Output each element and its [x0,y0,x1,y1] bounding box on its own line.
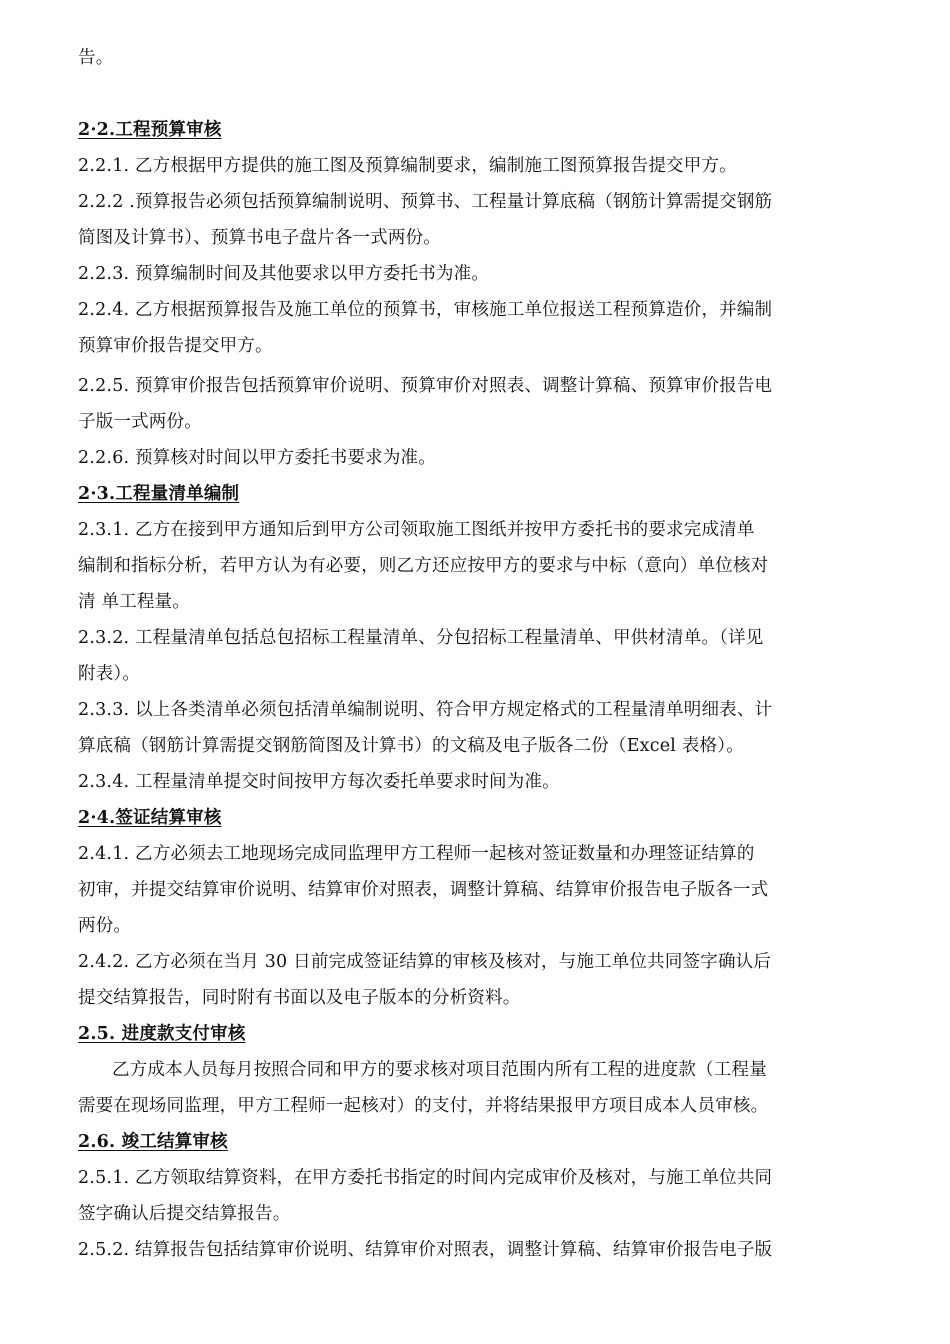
text-line: 算底稿（钢筋计算需提交钢筋简图及计算书）的文稿及电子版各二份（Excel 表格）。 [78,736,744,756]
section-heading: 2·3.工程量清单编制 [78,484,240,504]
text-line: 2.2.3. 预算编制时间及其他要求以甲方委托书为准。 [78,264,490,284]
text-line: 2.3.1. 乙方在接到甲方通知后到甲方公司领取施工图纸并按甲方委托书的要求完成清单 [78,520,755,540]
section-heading: 2.5. 进度款支付审核 [78,1024,246,1044]
text-line: 附表）。 [78,664,141,684]
text-line: 预算审价报告提交甲方。 [78,336,273,356]
text-line: 2.4.1. 乙方必须去工地现场完成同监理甲方工程师一起核对签证数量和办理签证结算的 [78,844,755,864]
text-line: 两份。 [78,916,132,936]
text-line: 2.2.2 .预算报告必须包括预算编制说明、预算书、工程量计算底稿（钢筋计算需提交钢筋 [78,192,773,212]
text-line: 2.2.1. 乙方根据甲方提供的施工图及预算编制要求，编制施工图预算报告提交甲方。 [78,156,737,176]
section-heading: 2·4.签证结算审核 [78,808,222,828]
text-line: 初审，并提交结算审价说明、结算审价对照表，调整计算稿、结算审价报告电子版各一式 [78,880,769,900]
text-line: 2.4.2. 乙方必须在当月 30 日前完成签证结算的审核及核对，与施工单位共同签字确认后 [78,952,772,972]
text-line: 2.3.4. 工程量清单提交时间按甲方每次委托单要求时间为准。 [78,772,560,792]
text-line: 清 单工程量。 [78,592,190,612]
section-heading: 2.6. 竣工结算审核 [78,1132,228,1152]
text-line: 签字确认后提交结算报告。 [78,1204,291,1224]
section-heading: 2·2.工程预算审核 [78,120,222,140]
text-line: 2.2.6. 预算核对时间以甲方委托书要求为准。 [78,448,436,468]
text-line: 2.3.2. 工程量清单包括总包招标工程量清单、分包招标工程量清单、甲供材清单。（详见 [78,628,764,648]
text-line: 提交结算报告，同时附有书面以及电子版本的分析资料。 [78,988,521,1008]
text-line: 2.2.5. 预算审价报告包括预算审价说明、预算审价对照表、调整计算稿、预算审价报告电 [78,376,773,396]
text-line: 简图及计算书）、预算书电子盘片各一式两份。 [78,228,441,248]
text-line: 2.3.3. 以上各类清单必须包括清单编制说明、符合甲方规定格式的工程量清单明细表、计 [78,700,773,720]
text-line: 需要在现场同监理，甲方工程师一起核对）的支付，并将结果报甲方项目成本人员审核。 [78,1096,769,1116]
text-line: 编制和指标分析，若甲方认为有必要，则乙方还应按甲方的要求与中标（意向）单位核对 [78,556,769,576]
text-line: 子版一式两份。 [78,412,202,432]
text-line: 2.5.2. 结算报告包括结算审价说明、结算审价对照表，调整计算稿、结算审价报告电子版 [78,1240,773,1260]
text-line: 2.5.1. 乙方领取结算资料，在甲方委托书指定的时间内完成审价及核对，与施工单位共同 [78,1168,773,1188]
text-line: 告。 [78,48,114,68]
text-line: 2.2.4. 乙方根据预算报告及施工单位的预算书，审核施工单位报送工程预算造价，并编制 [78,300,773,320]
text-line: 乙方成本人员每月按照合同和甲方的要求核对项目范围内所有工程的进度款（工程量 [112,1060,767,1080]
